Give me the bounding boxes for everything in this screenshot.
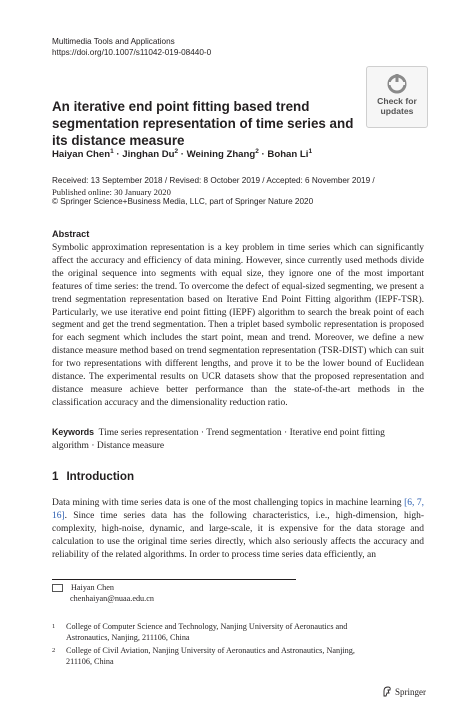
citation-link[interactable]: [6, 7, 16] [52,498,424,521]
abstract-text: Symbolic approximation representation is a key problem in time series which can significantly affect the accuracy and efficiency of data mining. However, since currently used methods divide the original sequence into segments with equal size, they ignore one of the most important features of time series: the trend. To overcome the defect of equal-sized segmenting, we present a trend segmentation representation based on Iterative End Point Fitting algorithm (IEPF-TSR). Particularly, we use iterative end point fitting (IEPF) algorithm to search the break point of each segment and get the trend segmentation. Then a triplet based symbolic representation is proposed for each segment which includes the start point, mean and trend. Moreover, we define a new distance measure method based on trend segmentation representation (TSR-DIST) which can suit for two representations with different lengths, and prove it to be the lower bound of Euclidean distance. The experimental results on UCR datasets show that the proposed representation and distance measure achieve better performance than the state-of-the-art methods in the classification accuracy and the dimensionality reduction ratio. [52,243,424,408]
springer-horse-icon [382,686,392,697]
section-number: 1 [52,470,59,483]
author-name[interactable]: Weining Zhang [186,149,256,161]
section-title: Introduction [66,470,135,483]
keywords-label: Keywords [52,427,95,437]
journal-name: Multimedia Tools and Applications [52,37,175,46]
corresponding-author-name: Haiyan Chen [71,583,114,592]
keywords [52,426,424,453]
abstract-heading: Abstract [52,229,90,239]
check-for-updates-badge[interactable] [366,66,428,128]
author-list [52,148,312,160]
correspondence [52,583,154,604]
affiliation-number: 1 [52,623,56,630]
envelope-icon [52,584,63,592]
publication-dates [52,176,375,208]
affiliation-number: 2 [52,647,56,654]
author-name[interactable]: Bohan Li [267,149,309,161]
author-separator: · [178,149,187,161]
springer-logo [382,686,426,697]
section-heading [52,470,142,483]
affiliation-item [52,622,372,644]
keywords-text: Time series representation · Trend segmentation · Iterative end point fitting algorithm · Distance measure [52,428,385,451]
badge-line-2: updates [380,106,414,116]
copyright-line: © Springer Science+Business Media, LLC, part of Springer Nature 2020 [52,197,314,206]
corresponding-author-email[interactable]: chenhaiyan@nuaa.edu.cn [70,593,154,603]
published-date: Published online: 30 January 2020 [52,186,171,197]
affiliation-text: College of Computer Science and Technology, Nanjing University of Aeronautics and Astronautics, Nanjing, 211106, China [66,622,348,642]
author-separator: · [113,149,123,161]
intro-text-start: Data mining with time series data is one of the most challenging topics in machine learning [52,498,405,508]
author-separator: · [258,149,268,161]
doi-link[interactable]: https://doi.org/10.1007/s11042-019-08440-0 [52,48,212,57]
intro-paragraph [52,497,424,562]
affiliation-text: College of Civil Aviation, Nanjing University of Aeronautics and Astronautics, Nanjing, 211106, China [66,646,355,666]
author-name[interactable]: Haiyan Chen [52,149,111,161]
author-affiliation-mark: 2 [255,148,259,155]
intro-text-end: . Since time series data has the following characteristics, i.e., high-dimension, high-complexity, high-noise, dynamic, and large-scale, it is expensive for the data storage and calculation to use the original time series directly, which also seriously affects the accuracy and reliability of the related algorithms. In order to process time series data efficiently, an [52,510,424,560]
paper-title: An iterative end point fitting based trend segmentation representation of time series and its distance measure [52,99,354,148]
author-affiliation-mark: 1 [110,148,114,155]
author-affiliation-mark: 1 [308,148,313,155]
check-for-updates-icon [386,73,408,95]
badge-line-1: Check for [377,96,417,106]
author-name[interactable]: Jinghan Du [122,149,175,161]
footnote-divider [52,579,296,580]
author-affiliation-mark: 2 [174,148,179,155]
journal-header [52,36,211,58]
history-dates: Received: 13 September 2018 / Revised: 8 October 2019 / Accepted: 6 November 2019 / [52,176,375,185]
affiliation-item [52,646,372,668]
publisher-name: Springer [395,687,426,697]
